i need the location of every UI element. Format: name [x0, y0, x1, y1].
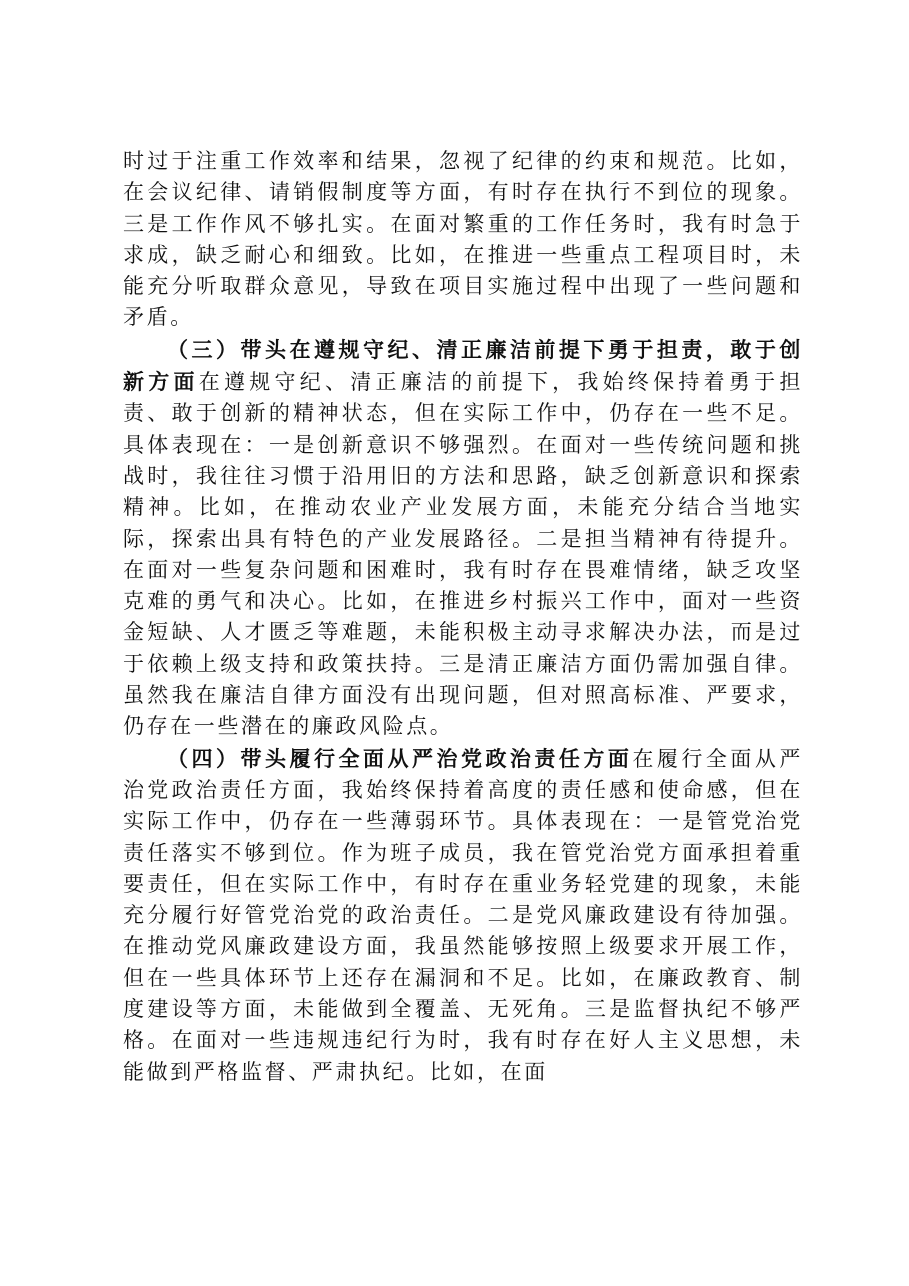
section-four-heading: （四）带头履行全面从严治党政治责任方面 — [167, 745, 633, 771]
section-four-paragraph — [123, 743, 803, 1088]
section-three-paragraph — [123, 334, 803, 743]
paragraph-text: 时过于注重工作效率和结果，忽视了纪律的约束和规范。比如，在会议纪律、请销假制度等方面，有时存在执行不到位的现象。三是工作作风不够扎实。在面对繁重的工作任务时，我有时急于求成，缺乏耐心和细致。比如，在推进一些重点工程项目时，未能充分听取群众意见，导致在项目实施过程中出现了一些问题和矛盾。 — [123, 149, 803, 330]
paragraph-continuation — [123, 146, 803, 334]
section-three-text: 在遵规守纪、清正廉洁的前提下，我始终保持着勇于担责、敢于创新的精神状态，但在实际工作中，仍存在一些不足。具体表现在：一是创新意识不够强烈。在面对一些传统问题和挑战时，我往往习惯于沿用旧的方法和思路，缺乏创新意识和探索精神。比如，在推动农业产业发展方面，未能充分结合当地实际，探索出具有特色的产业发展路径。二是担当精神有待提升。在面对一些复杂问题和困难时，我有时存在畏难情绪，缺乏攻坚克难的勇气和决心。比如，在推进乡村振兴工作中，面对一些资金短缺、人才匮乏等难题，未能积极主动寻求解决办法，而是过于依赖上级支持和政策扶持。三是清正廉洁方面仍需加强自律。虽然我在廉洁自律方面没有出现问题，但对照高标准、严要求，仍存在一些潜在的廉政风险点。 — [123, 370, 803, 739]
section-four-text: 在履行全面从严治党政治责任方面，我始终保持着高度的责任感和使命感，但在实际工作中，仍存在一些薄弱环节。具体表现在：一是管党治党责任落实不够到位。作为班子成员，我在管党治党方面承担着重要责任，但在实际工作中，有时存在重业务轻党建的现象，未能充分履行好管党治党的政治责任。二是党风廉政建设有待加强。在推动党风廉政建设方面，我虽然能够按照上级要求开展工作，但在一些具体环节上还存在漏洞和不足。比如，在廉政教育、制度建设等方面，未能做到全覆盖、无死角。三是监督执纪不够严格。在面对一些违规违纪行为时，我有时存在好人主义思想，未能做到严格监督、严肃执纪。比如，在面 — [123, 746, 803, 1084]
section-three-heading: （三）带头在遵规守纪、清正廉洁前提下勇于担责，敢于创新方面 — [123, 336, 803, 395]
document-body — [123, 146, 803, 1088]
